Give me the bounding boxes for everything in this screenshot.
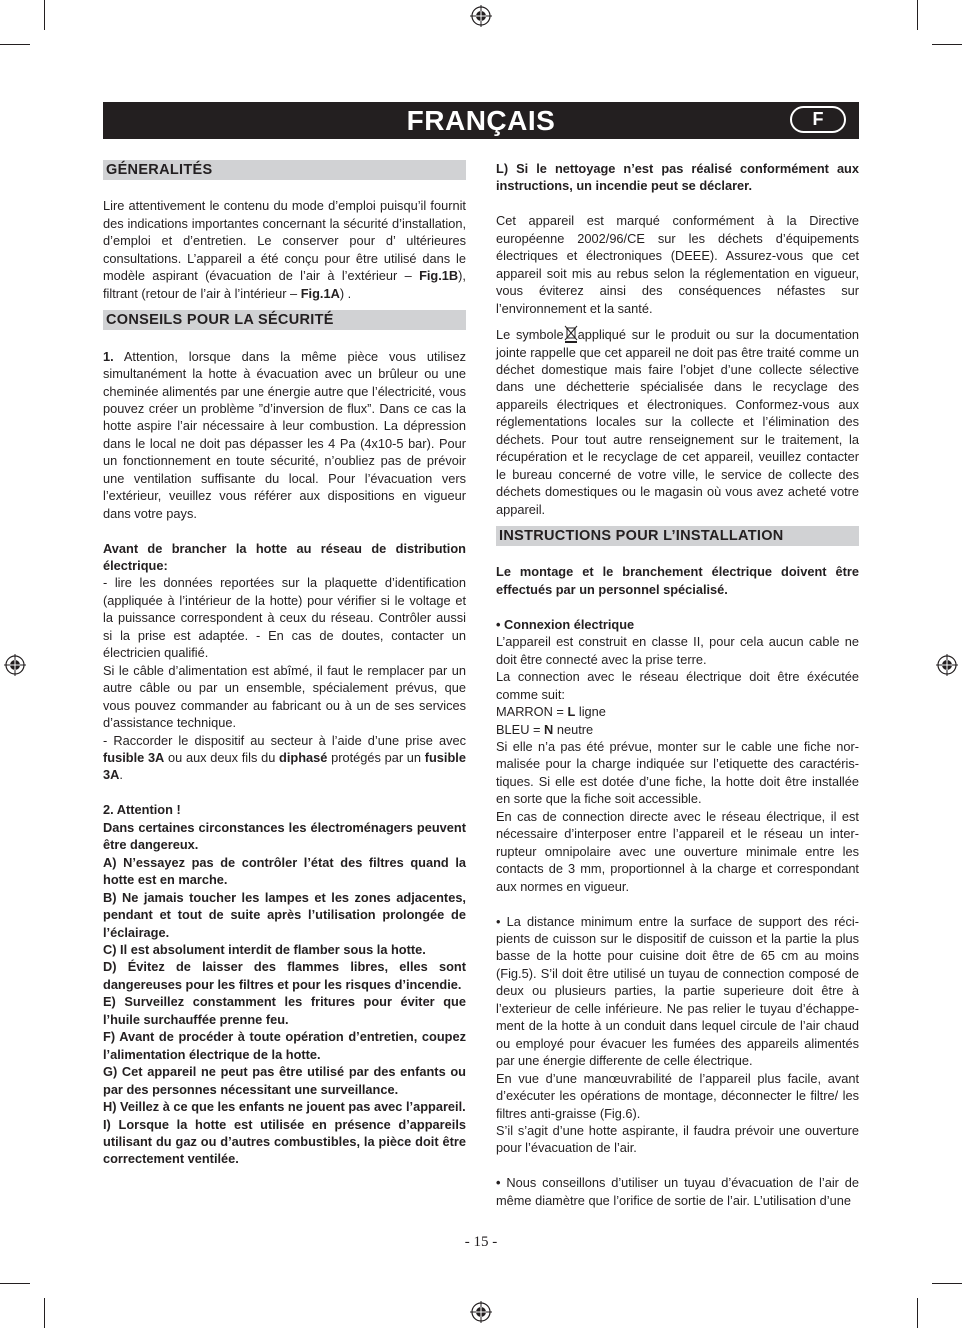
distance-paragraph-2: En vue d’une manœuvrabilité de l’appareil plus facile, avant d’exécuter les opérations de montage, déconnecter le filtre/ les filtres anti-graisse (Fig.6). <box>496 1070 859 1121</box>
wire-bleu: BLEU = N neutre <box>496 721 594 737</box>
connexion-paragraph-1: L’appareil est construit en classe II, pour cela aucun cable ne doit être connecté avec la prise terre. <box>496 634 859 667</box>
crop-mark-bottom-right-h <box>932 1283 962 1284</box>
distance-paragraph-3: S’il s’agit d’une hotte aspirante, il faudra prévoir une ouverture pour l’évacuation de l’air. <box>496 1122 859 1156</box>
registration-mark-right-icon <box>936 654 958 676</box>
crossed-bin-icon <box>564 325 578 343</box>
crop-mark-top-right-v <box>917 0 918 30</box>
deee-paragraph-1: Cet appareil est marqué conformément à la Directive européenne 2002/96/CE sur les déchets d’équipements électriques et électroniques (DEEE). Assurez-vous que cet appareil soit mis au rebus selon la réglementation en vigueur, vous éviterez ainsi des conséquences néfastes sur l’environnement et la santé. <box>496 213 859 316</box>
tuyau-paragraph: • Nous conseillons d’utiliser un tuyau d’évacuation de l’air de même diamètre que l’orifice de sortie de l’air. L’utilisation d’une <box>496 1175 860 1208</box>
distance-paragraph-1: • La distance minimum entre la surface de support des réci-pients de cuisson sur le dispositif de cuisson et la partie la plus basse de la hotte pour cuisine doit être de 65 cm au moins (Fig.5). S’il doit être utilisé un tuyau de connection composé de deux ou plusieurs parties, la partie superieure doit être à l’exterieur de celle inférieure. Ne pas relier le tuyau d’échappe-ment de la hotte à un conduit dans lequel circule de l’air chaud ou employé pour évacuer les fumées des appareils alimentés par une énergie differente de celle électrique. <box>496 913 859 1069</box>
connexion-paragraph-4: En cas de connection directe avec le réseau électrique, il est nécessaire d’interposer entre l’appareil et le réseau un inter-rupteur omnipolaire avec une ouverture minimale entre les contacts de 3 mm, proportionnel à la charge et correspondant aux normes en vigueur. <box>496 808 859 894</box>
registration-mark-top-icon <box>470 5 492 27</box>
connexion-paragraph-3: Si elle n’a pas été prévue, monter sur le cable une fiche nor-malisée pour la charge indiquée sur l’etiquette des caractéris-tiques. Si elle est dotée d’une fiche, la hotte doit être installée en sorte que la fiche soit accessible. <box>496 739 859 807</box>
branch-paragraph-1: - lire les données reportées sur la plaquette d’identification (appliquée à l’intérieur de la hotte) pour vérifier si le voltage et la puissance correspondent à ceux du réseau. Contrôler aussi si la prise est adaptée. - En cas de doutes, contacter un électricien qualifié. <box>103 575 466 661</box>
branch-title: Avant de brancher la hotte au réseau de distribution électrique: <box>103 540 466 574</box>
attention-2-item-b: B) Ne jamais toucher les lampes et les zones adjacentes, pendant et tout de suite après l’utilisation prolongée de l’éclairage. <box>103 889 466 940</box>
attention-2-intro: Dans certaines circonstances les électroménagers peuvent être dangereux. <box>103 819 466 853</box>
attention-2-item-f: F) Avant de procéder à toute opération d’entretien, coupez l’alimentation électrique de la hotte. <box>103 1029 466 1062</box>
registration-mark-bottom-icon <box>470 1301 492 1323</box>
registration-mark-left-icon <box>4 654 26 676</box>
attention-2-title: 2. Attention ! <box>103 802 181 818</box>
attention-2-item-d: D) Évitez de laisser des flammes libres, elles sont dangereuses pour les filtres et pour les risques d’incendie. <box>103 959 466 992</box>
crop-mark-top-left-h <box>0 44 30 45</box>
generalites-paragraph: Lire attentivement le contenu du mode d’emploi puisqu’il fournit des indications importantes concernant la sécurité d’installation, d’emploi et d’entretien. Le conserver pour d’ ultérieures consultations. L’appareil a été conçu pour être utilisé dans le modèle aspirant (évacuation de l’air à l’extérieur – Fig.1B), filtrant (retour de l’air à l’intérieur – Fig.1A) . <box>103 198 466 301</box>
installation-intro: Le montage et le branchement électrique doivent être effectués par un personnel spécialisé. <box>496 564 859 597</box>
section-heading-securite: CONSEILS POUR LA SÉCURITÉ <box>103 310 466 330</box>
left-column <box>103 160 466 1168</box>
wire-marron: MARRON = L ligne <box>496 704 606 720</box>
crop-mark-top-right-h <box>932 44 962 45</box>
crop-mark-bottom-right-v <box>917 1298 918 1328</box>
crop-mark-bottom-left-h <box>0 1283 30 1284</box>
attention-2-item-g: G) Cet appareil ne peut pas être utilisé par des enfants ou par des personnes nécessitant une surveillance. <box>103 1064 466 1097</box>
securite-point-1: 1. Attention, lorsque dans la même pièce vous utilisez simultanément la hotte à évacuation avec un brûleur ou une cheminée alimentés par une énergie autre que l’électricité, vous pouvez créer un problème ”d’inversion de flux”. Dans ce cas la hotte aspire l’air nécessaire à leur combustion. La dépression dans le local ne doit pas dépasser les 4 Pa (4x10-5 bar). Pour un fonctionnement en toute sécurité, n’oubliez pas de prévoir une ventilation suffisante du local. Pour l’évacuation vers l’extérieur, veuillez vous référer aux dispositions en vigueur dans votre pays. <box>103 348 466 521</box>
attention-2-item-h: H) Veillez à ce que les enfants ne jouent pas avec l’appareil. <box>103 1099 466 1115</box>
language-title: FRANÇAIS <box>406 105 556 136</box>
section-heading-generalites: GÉNERALITÉS <box>103 160 466 180</box>
attention-2-item-e: E) Surveillez constamment les fritures pour éviter que l’huile surchauffée prenne feu. <box>103 994 466 1027</box>
connexion-title: • Connexion électrique <box>496 616 635 632</box>
connexion-paragraph-2: La connection avec le réseau électrique doit être éxécutée comme suit: <box>496 669 859 702</box>
section-heading-installation: INSTRUCTIONS POUR L’INSTALLATION <box>496 526 859 546</box>
crop-mark-bottom-left-v <box>44 1298 45 1328</box>
attention-2-item-a: A) N’essayez pas de contrôler l’état des filtres quand la hotte est en marche. <box>103 854 466 888</box>
language-header-bar <box>103 102 859 139</box>
branch-paragraph-2: Si le câble d’alimentation est abîmé, il faut le remplacer par un autre câble ou par un ensemble, spécialement prévus, que vous pouvez commander au fabricant ou à un de ses services d’assistance technique. <box>103 662 466 731</box>
page-number: - 15 - <box>464 1234 498 1250</box>
crop-mark-top-left-v <box>44 0 45 30</box>
right-column <box>496 160 859 1209</box>
language-badge: F <box>790 106 846 133</box>
attention-2-item-l: L) Si le nettoyage n’est pas réalisé conformément aux instructions, un incendie peut se déclarer. <box>496 161 859 194</box>
attention-2-item-c: C) Il est absolument interdit de flamber sous la hotte. <box>103 941 426 957</box>
deee-paragraph-2: Le symbole appliqué sur le produit ou sur la documentation jointe rappelle que cet appareil ne doit pas être traité comme un déchet domestique mais faire l’objet d’une collecte sélective dans une déchetterie spécialisée dans le recyclage des appareils électriques et électroniques. Conformez-vous aux réglementations locales sur la collecte et l’élimination des déchets. Pour tout autre renseignement sur le traitement, la récupération et le recyclage de cet appareil, veuillez contacter le bureau concerné de votre ville, le service de collecte des déchets domestiques ou le magasin où vous avez acheté votre appareil. <box>496 327 859 517</box>
branch-paragraph-3: - Raccorder le dispositif au secteur à l’aide d’une prise avec fusible 3A ou aux deux fils du diphasé protégés par un fusible 3A. <box>103 732 466 783</box>
attention-2-item-i: I) Lorsque la hotte est utilisée en présence d’appareils utilisant du gaz ou d’autres combustibles, la pièce doit être correctement ventilée. <box>103 1116 466 1167</box>
